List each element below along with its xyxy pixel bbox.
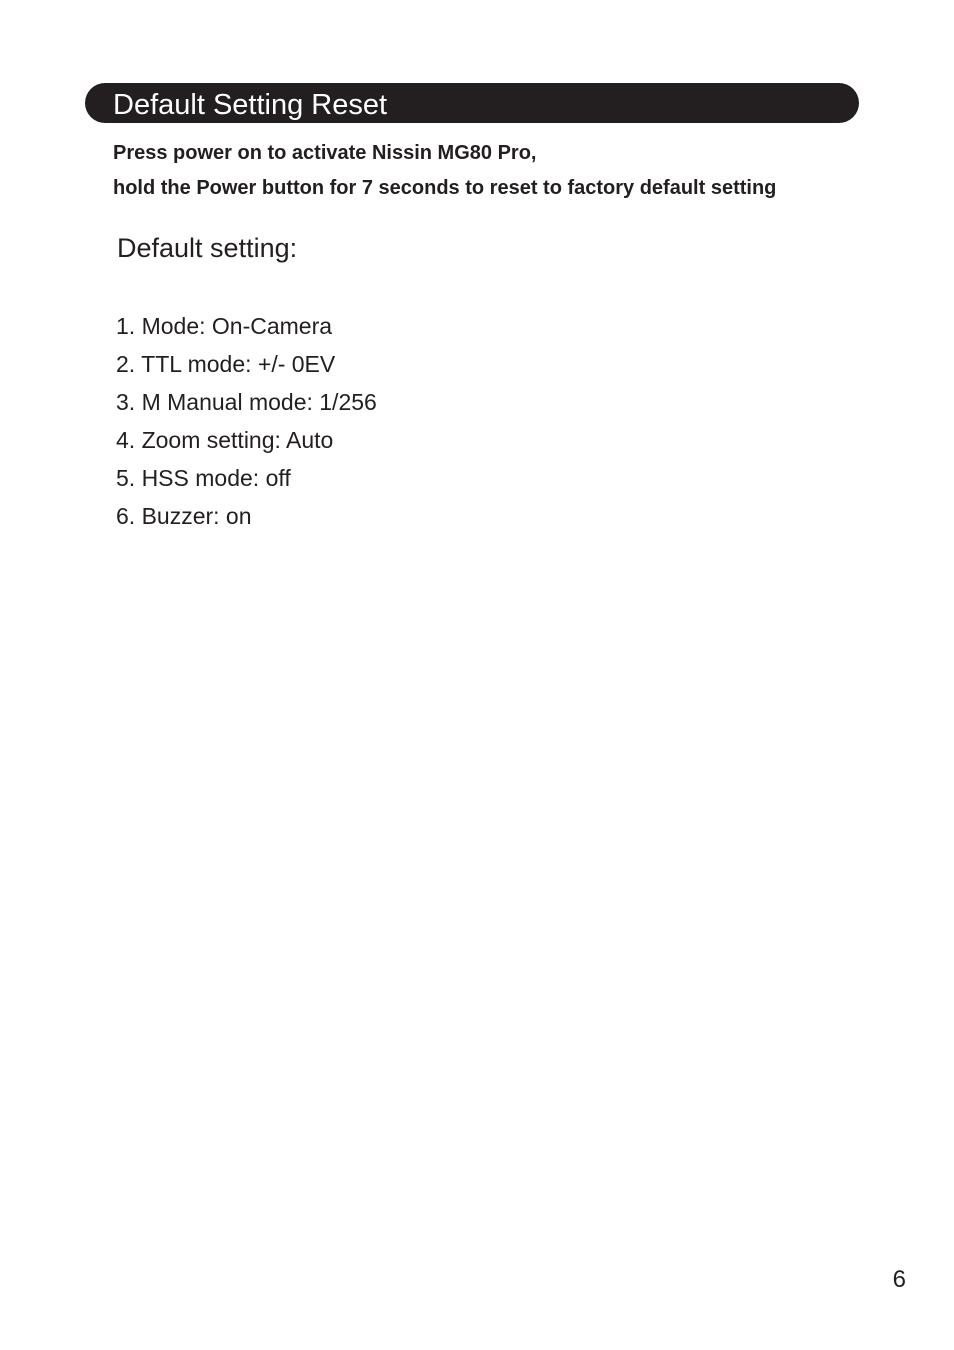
list-item: 3. M Manual mode: 1/256 — [116, 389, 377, 415]
default-setting-heading: Default setting: — [117, 233, 298, 263]
list-item: 1. Mode: On-Camera — [116, 313, 333, 339]
list-item: 2. TTL mode: +/- 0EV — [116, 351, 336, 377]
default-settings-list — [116, 307, 377, 535]
list-item: 4. Zoom setting: Auto — [116, 427, 334, 453]
instruction-line: Press power on to activate Nissin MG80 Pro, — [113, 142, 537, 164]
list-item: 6. Buzzer: on — [116, 503, 252, 529]
section-banner — [85, 83, 859, 123]
reset-instructions — [113, 136, 776, 206]
list-item: 5. HSS mode: off — [116, 465, 291, 491]
page-number: 6 — [892, 1266, 906, 1293]
instruction-line: hold the Power button for 7 seconds to reset to factory default setting — [113, 177, 777, 199]
section-title: Default Setting Reset — [113, 89, 388, 121]
